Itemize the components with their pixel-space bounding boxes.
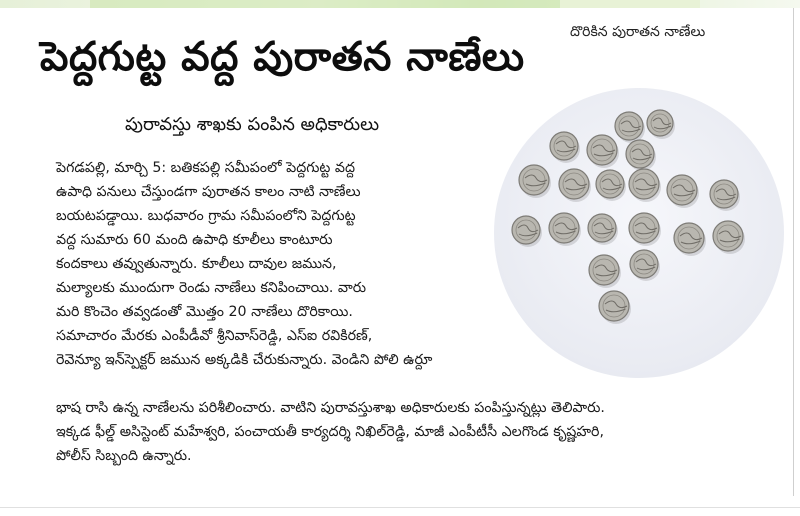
coin [626,140,656,171]
coin [559,169,591,202]
coin [674,223,706,256]
coin [710,180,740,211]
body-line: మరి కొంచెం తవ్వడంతో మొత్తం 20 నాణేలు దొరికాయి. [56,304,353,320]
coin [512,216,542,247]
coin [647,110,675,139]
body-line: ఉపాధి పనులు చేస్తుండగా పురాతన కాలం నాటి నాణేలు [56,184,361,200]
coin [549,213,581,246]
coin [599,291,631,324]
coin [615,112,645,143]
coin [588,214,618,245]
coin [550,132,580,163]
coins-photo [494,88,784,378]
article-headline: పెద్దగుట్ట వద్ద పురాతన నాణేలు [40,34,525,80]
body-line: రెవెన్యూ ఇన్‌స్పెక్టర్ జమున అక్కడికి చేరుకున్నారు. వెండిని పోలి ఉర్దూ [56,352,433,368]
article-body-continued [56,396,792,468]
body-line: కందకాలు తవ్వుతున్నారు. కూలీలు దావుల జమున, [56,256,337,272]
body-line: భాష రాసి ఉన్న నాణేలను పరిశీలించారు. వాటిని పురావస్తుశాఖ అధికారులకు పంపిస్తున్నట్లు తెలిపారు. [56,400,605,416]
column-rule [793,8,794,496]
article-kicker: దొరికిన పురాతన నాణేలు [570,24,706,40]
body-line: వద్ద సుమారు 60 మంది ఉపాధి కూలీలు కాంటూరు [56,232,333,248]
header-strip-accent [90,0,610,8]
coin [629,213,661,246]
body-line: బయటపడ్డాయి. బుధవారం గ్రామ సమీపంలోని పెద్దగుట్ట [56,208,356,224]
article-subhead: పురావస్తు శాఖకు పంపిన అధికారులు [125,114,380,135]
header-strip-accent-2 [560,0,700,8]
article-body [56,156,496,372]
coin [667,175,699,208]
bottom-rule [0,507,800,508]
body-line: పోలీస్ సిబ్బంది ఉన్నారు. [56,448,192,464]
body-line: సమాచారం మేరకు ఎంపీడీవో శ్రీనివాస్‌రెడ్డి, ఎస్ఐ రవికిరణ్, [56,328,373,344]
coins-image [494,88,784,378]
header-strip [0,0,800,8]
coin [713,221,745,254]
coin [589,255,621,288]
body-line: మల్యాలకు ముందుగా రెండు నాణేలు కనిపించాయి. వారు [56,280,367,296]
coin [587,135,619,168]
coin [519,165,551,198]
coin [629,169,661,202]
coin [630,250,660,281]
body-line: ఇక్కడ ఫీల్డ్ అసిస్టెంట్ మహేశ్వరి, పంచాయతీ కార్యదర్శి నిఖిల్‌రెడ్డి, మాజీ ఎంపీటీసీ ఎలగొండ కృష్ణహరి, [56,424,604,440]
body-line: పెగడపల్లి, మార్చి 5: బతికపల్లి సమీపంలో పెద్దగుట్ట వద్ద [56,160,355,176]
coin [596,170,626,201]
